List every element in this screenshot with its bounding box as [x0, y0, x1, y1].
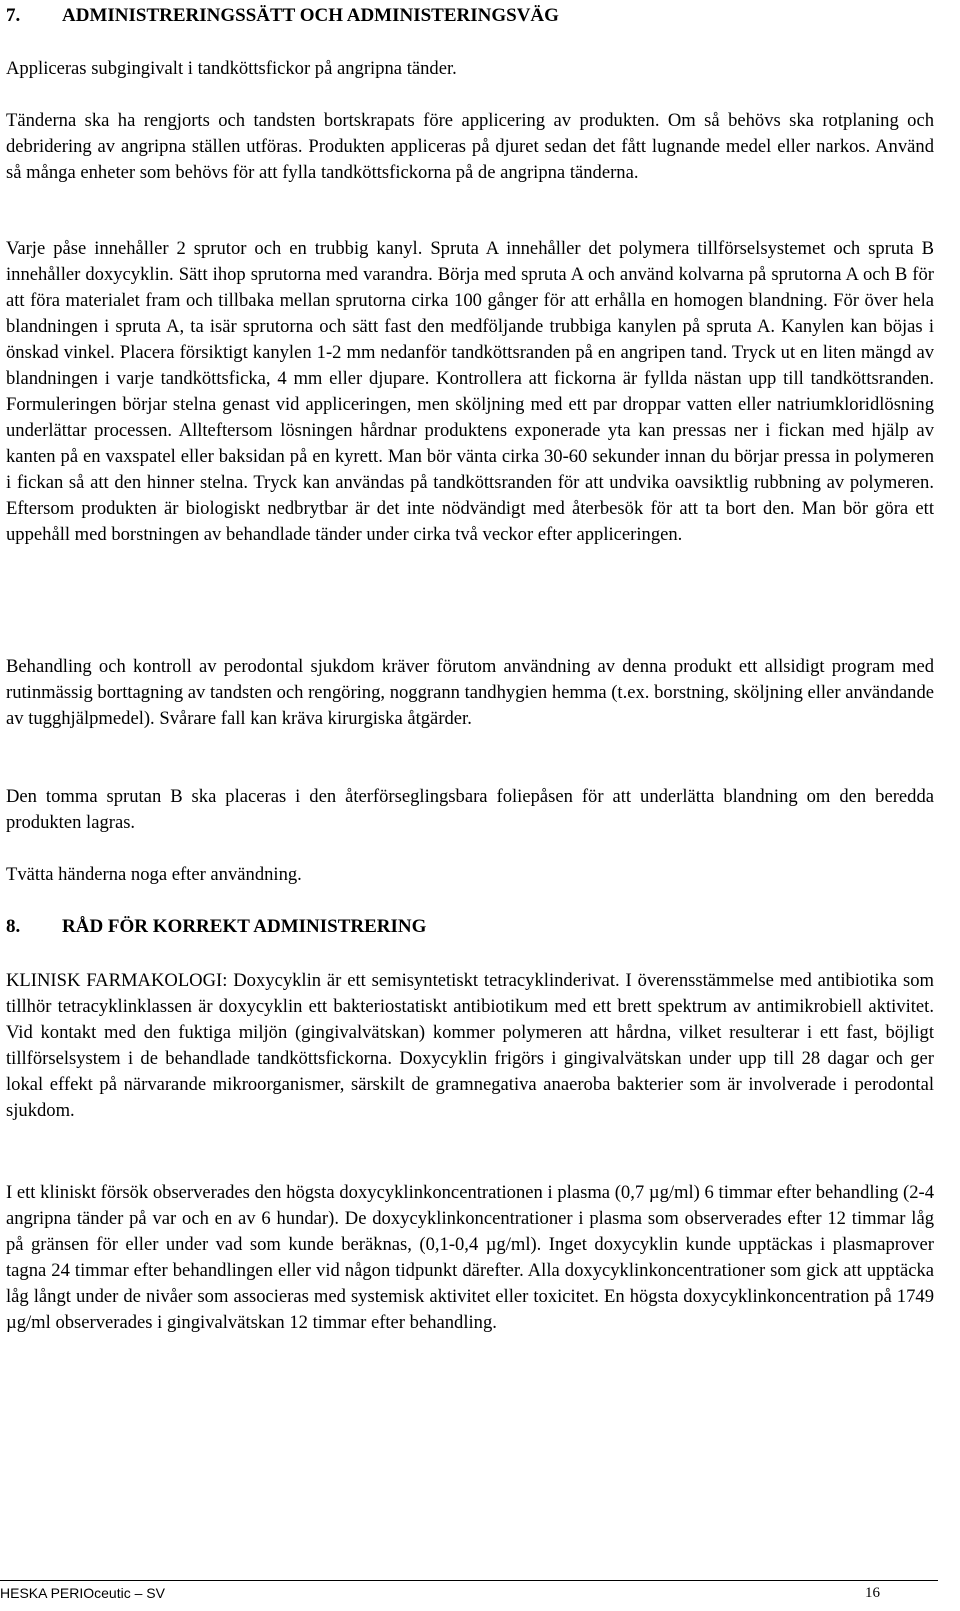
section-number: 7. [6, 5, 21, 26]
paragraph: Behandling och kontroll av perodontal sjukdom kräver förutom användning av denna produkt ett allsidigt program med rutinmässig borttagning av tandsten och rengöring, noggrann tandhygien hemma (t.ex. borstning, sköljning eller användande av tugghjälpmedel). Svårare fall kan kräva kirurgiska åtgärder. [6, 656, 934, 729]
page-number: 16 [865, 1585, 880, 1601]
paragraph: Den tomma sprutan B ska placeras i den återförseglingsbara foliepåsen för att underlätta blandning om den beredda produkten lagras. [6, 786, 934, 833]
paragraph: Appliceras subgingivalt i tandköttsfickor på angripna tänder. [6, 58, 457, 79]
paragraph: KLINISK FARMAKOLOGI: Doxycyklin är ett semisyntetiskt tetracyklinderivat. I överensstämmelse med antibiotika som tillhör tetracyklinklassen är doxycyklin ett bakteriostatiskt antibiotikum med ett brett spektrum av antimikrobiell aktivitet. Vid kontakt med den fuktiga miljön (gingivalvätskan) kommer polymeren att hårdna, vilket resulterar i ett fast, böjligt tillförselsystem i de behandlade tandköttsfickorna. Doxycyklin frigörs i gingivalvätskan under upp till 28 dagar och ger lokal effekt på närvarande mikroorganismer, särskilt de gramnegativa anaeroba bakterier som är involverade i perodontal sjukdom. [6, 970, 934, 1121]
paragraph: Tänderna ska ha rengjorts och tandsten bortskrapats före applicering av produkten. Om så behövs ska rotplaning och debridering av angripna ställen utföras. Produkten appliceras på djuret sedan det fått lugnande medel eller narkos. Använd så många enheter som behövs för att fylla tandköttsfickorna på de angripna tänderna. [6, 110, 934, 183]
section-7-heading [6, 2, 559, 30]
section-number: 8. [6, 916, 21, 937]
paragraph: Varje påse innehåller 2 sprutor och en trubbig kanyl. Spruta A innehåller det polymera tillförselsystemet och spruta B innehåller doxycyklin. Sätt ihop sprutorna med varandra. Börja med spruta A och använd kolvarna på sprutorna A och B för att föra materialet fram och tillbaka mellan sprutorna cirka 100 gånger för att erhålla en homogen blandning. För över hela blandningen i spruta A, ta isär sprutorna och sätt fast den medföljande trubbiga kanylen på spruta A. Kanylen kan böjas i önskad vinkel. Placera försiktigt kanylen 1-2 mm nedanför tandköttsranden på en angripen tand. Tryck ut en liten mängd av blandningen i varje tandköttsficka, 4 mm eller djupare. Kontrollera att fickorna är fyllda nästan upp till tandköttsranden. Formuleringen börjar stelna genast vid appliceringen, men sköljning med ett par droppar vatten eller natriumkloridlösning underlättar processen. Allteftersom lösningen hårdnar produktens exponerade yta kan pressas ner i fickan med hjälp av kanten på en vaxspatel eller baksidan på en kyrett. Man bör vänta cirka 30-60 sekunder innan du börjar pressa in polymeren i fickan så att den hinner stelna. Tryck kan användas på tandköttsranden för att undvika oavsiktlig rubbning av polymeren. Eftersom produkten är biologiskt nedbrytbar är det inte nödvändigt med återbesök för att ta bort den. Man bör göra ett uppehåll med borstningen av behandlade tänder under cirka två veckor efter appliceringen. [6, 238, 934, 545]
paragraph: Tvätta händerna noga efter användning. [6, 864, 302, 885]
section-title: ADMINISTRERINGSSÄTT OCH ADMINISTERINGSVÄG [62, 5, 559, 26]
footer-product: HESKA PERIOceutic – SV [0, 1585, 165, 1601]
page-footer [0, 1580, 938, 1602]
paragraph: I ett kliniskt försök observerades den högsta doxycyklinkoncentrationen i plasma (0,7 µg/ml) 6 timmar efter behandling (2-4 angripna tänder på var och en av 6 hundar). De doxycyklinkoncentrationer i plasma som observerades efter 12 timmar låg på gränsen för eller under vad som kunde beräknas, (0,1-0,4 µg/ml). Inget doxycyklin kunde upptäckas i plasmaprover tagna 24 timmar efter behandlingen eller vid någon tidpunkt därefter. Alla doxycyklinkoncentrationer som gick att upptäcka låg långt under de nivåer som associeras med systemisk aktivitet eller toxicitet. En högsta doxycyklinkoncentration på 1749 µg/ml observerades i gingivalvätskan 12 timmar efter behandling. [6, 1182, 934, 1333]
section-title: RÅD FÖR KORREKT ADMINISTRERING [62, 916, 427, 937]
section-8-heading [6, 913, 426, 941]
